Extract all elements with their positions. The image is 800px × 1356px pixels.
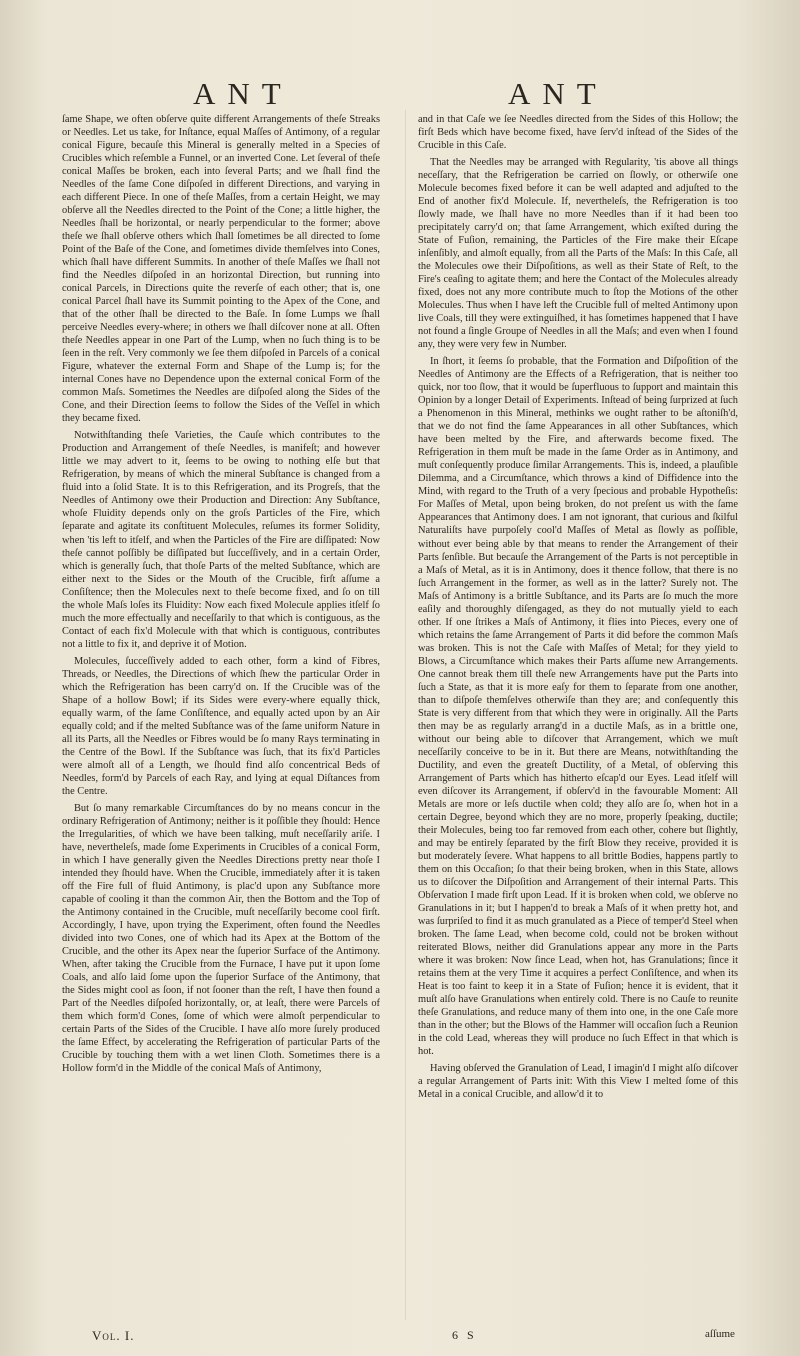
paragraph: Molecules, ſucceſſively added to each other, form a kind of Fibres, Threads, or Needles, the Directions of which ſhew the particular Order in which the Refrigeration has been carry'd on. If the Crucible was of the Shape of a hollow Bowl; if its Sides were every-where equally thick, equally warm, of the ſame Conſiſtence, and equally acted upon by an Air equally cold; and if the melted Subſtance was of the ſame uniform Nature in all its Parts, all the Needles or Fibres would be ſo many Rays terminating in the Centre of the Bowl. If the Subſtance was ſuch, that its fix'd Particles were almoſt all of a Length, we ſhould find alſo concentrical Beds of Needles, form'd by Parcels of each Ray, and lying at equal Diſtances from the Centre. [62,655,380,797]
left-column [62,113,380,1328]
paragraph: That the Needles may be arranged with Regularity, 'tis above all things neceſſary, that the Refrigeration be carried on ſlowly, or otherwiſe one Molecule becomes fixed before it can be well adapted and adjuſted to the End of another fix'd Molecule. If, nevertheleſs, the Refrigeration is too ſlowly made, we ſhall have no more Needles than if it had been too precipitately carry'd on; that ſame Arrangement, which exiſted during the State of Fuſion, remaining, the Particles of the Fire make their Eſcape inſenſibly, and almoſt equally, from all the Parts of the Maſs: In this Caſe, all the Molecules owe their Diſpoſitions, as well as their State of Reſt, to the Fire's ceaſing to agitate them; and here the Contact of the Molecules already fixed, does not any more contribute much to ſtop the Motions of the other Molecules. Thus when I have left the Crucible full of melted Antimony upon live Coals, till they were extinguiſhed, it has ſometimes happened that I have not found a ſingle Groupe of Needles in all the Maſs; and even when I found any, they were very few in Number. [418,157,738,351]
signature-mark: 6 S [452,1328,477,1342]
paragraph: In ſhort, it ſeems ſo probable, that the Formation and Diſpoſition of the Needles of Antimony are the Effects of a Refrigeration, that is neither too quick, nor too ſlow, that it would be ſuperfluous to ſupport and maintain this Opinion by a longer Detail of Experiments. Inſtead of being ſurprized at ſuch a Phenomenon in this Mineral, methinks we ought rather to be aſtoniſh'd, that we do not find the ſame Appearances in all other Subſtances, which have been melted by the Fire, and afterwards become fixed. The Refrigeration in them muſt be made in the ſame Order as in Antimony, and muſt conſequently produce ſimilar Arrangements. This is, indeed, a plauſible Dilemma, and a Circumſtance, which throws a kind of Diffidence into the Mind, with regard to the Truth of a very ſpecious and probable Hypotheſis: For Maſſes of Metal, upon being broken, do not preſent us with the ſame Appearances that Antimony does. I am not ignorant, that curious and ſkilful Naturaliſts have purpoſely cool'd Maſſes of Metal as ſlowly as poſſible, without ever being able by that means to render the Arrangement of their Parts ſenſible. But becauſe the Arrangement of the Parts is not perceptible in a Maſs of Metal, as it is in Antimony, does it thence follow, that there is no ſuch Arrangement in the former, as well as in the latter? Surely not. The Maſs of Antimony is a brittle Subſtance, and its Parts are ſo much the more eaſily and thoroughly diſengaged, as they do not mutually yield to each other. If one ſtrikes a Maſs of Antimony, it flies into Pieces, every one of which retains the ſame Arrangement of Parts it did before the common Maſs was broken. This is not the Caſe with Maſſes of Metal; for they yield to Blows, a Circumſtance which makes their Parts aſſume new Arrangements. One cannot break them till theſe new Arrangements have put the Parts into ſuch a State, as that it is more eaſy for them to ſeparate from one another, than to diſpoſe themſelves otherwiſe than they are; and conſequently this State is very different from that which they were in originally. All the Parts then may be as regularly arrang'd in a ductile Maſs, as in a brittle one, without our being able to diſcover that Arrangement, which we muſt neceſſarily conceive to be in it. But there are Means, notwithſtanding the Ductility, and even the greateſt Ductility, of a Metal, of obſerving this Arrangement of Parts which has hitherto eſcap'd our Eyes. Lead itſelf will even diſcover its Arrangement, if obſerv'd in the favourable Moment: All Metals are more or leſs ductile when cold; they alſo are ſo, when hot in a certain Degree, beyond which they are no more, properly ſpeaking, ductile; their Molecules, being too far removed from each other, cohere but ſlightly, and may be entirely ſeparated by the firſt Blow they receive, provided it is but moderately ſevere. What happens to all brittle Bodies, happens partly to them on this Occaſion; ſo that their being broken, when in this State, allows us to diſcover the Diſpoſition and Arrangement of their internal Parts. This Obſervation I made firſt upon Lead. If it is broken when cold, we obſerve no Granulations in it; but I happen'd to break a Maſs of it when pretty hot, and was ſurpriſed to find it as much granulated as a Piece of temper'd Steel when broken. The ſame Lead, when become cold, could not be broken without reiterated Blows, neither did Granulations appear any more in the Parts where it was broken: Now ſince Lead, when hot, has Granulations; ſince it retains them at the very Time it acquires a perfect Conſiſtence, and when its Heat is too faint to keep it in a State of Fuſion; hence it is evident, that it muſt alſo have Granulations when entirely cold. There is no Cauſe to reunite theſe Granulations, and reduce many of them into one, in the one Caſe more than in the other; but the Blows of the Hammer will occaſion ſuch a Reunion in the cold Lead, whereas they will produce no ſuch Effect in that which is hot. [418,356,738,1058]
paragraph: ſame Shape, we often obſerve quite different Arrangements of theſe Streaks or Needles. Let us take, for Inſtance, equal Maſſes of Antimony, of a regular conical Figure, becauſe this Mineral is generally melted in a Species of Crucibles which reſemble a Funnel, or an inverted Cone. Let ſeveral of theſe conical Maſſes be broken, each into ſeveral Parts; and we ſhall find the Needles of the ſame Cone diſpoſed in different Directions, and varying in each different Piece. In one of theſe Maſſes, from a certain Height, we may obſerve all the Needles directed to the Point of the Cone; a little higher, the Needles ſhall be horizontal, or nearly perpendicular to the former; above theſe we ſhall obſerve others which ſhall ſometimes be all directed to ſome Point of the Baſe of the Cone, and ſometimes divide themſelves into Cones, which ſhall have different Summits. In another of theſe Maſſes we ſhall not find the Needles diſpoſed in an horizontal Direction, but running into conical Parcels, in Directions quite the reverſe of each other; that is, one conical Parcel ſhall have its Summit pointing to the Apex of the Cone, and that of the other ſhall be directed to the Baſe. In ſome Lumps we ſhall perceive Needles every-where; in others we ſhall diſcover none at all. Often theſe Needles appear in one Part of the Lump, when no ſuch thing is to be ſeen in the reſt. Very commonly we ſee them diſpoſed in Parcels of a conical Figure, whatever the external Form and Shape of the Lump is; for the internal Cones have no Dependence upon the external conical Form of the common Maſs. Sometimes the Needles are diſpoſed along the Sides of the Cone, and their Direction ſeems to follow the Sides of the Veſſel in which they became fixed. [62,114,380,425]
running-header [0,76,800,110]
paragraph: But ſo many remarkable Circumſtances do by no means concur in the ordinary Refrigeration of Antimony; neither is it poſſible they ſhould: Hence the Irregularities, of which we have been talking, muſt neceſſarily ariſe. I have, nevertheleſs, made ſome Experiments in Crucibles of a conical Form, in which I have generally given the Needles Directions pretty near thoſe I intended they ſhould have. When the Crucible, immediately after it is taken off the Fire full of fluid Antimony, is plac'd upon any Subſtance more capable of cooling it than the common Air, then the Bottom and the Top of the Antimony contained in the Crucible, muſt neceſſarily become cool firſt. Accordingly, I have, upon trying the Experiment, often found the Needles divided into two Cones, one of which had its Apex at the Bottom of the Crucible, and the other its Apex near the ſuperior Surface of the Antimony. When, after taking the Crucible from the Furnace, I have put it upon ſome Coals, and alſo laid ſome upon the ſuperior Surface of the Antimony, that the Sides might cool as ſoon, if not ſooner than the reſt, I have then found a Part of the Needles diſpoſed horizontally, or, at leaſt, there were Parcels of them which form'd Cones, ſome of which were almoſt perpendicular to certain Parts of the Sides of the Crucible. I have alſo more ſurely produced the ſame Effect, by accelerating the Refrigeration of particular Parts of the Crucible by touching them with a wet linen Cloth. Sometimes there is a Hollow form'd in the Middle of the conical Maſs of Antimony, [62,802,380,1075]
paragraph: Having obſerved the Granulation of Lead, I imagin'd I might alſo diſcover a regular Arrangement of Parts init: With this View I melted ſome of this Metal in a conical Crucible, and allow'd it to [418,1063,738,1101]
header-word-left: ANT [193,76,293,111]
volume-label: Vol. I. [92,1328,135,1343]
paragraph: Notwithſtanding theſe Varieties, the Cauſe which contributes to the Production and Arrangement of theſe Needles, is manifeſt; and however little we may advert to it, ſeems to be owing to nothing elſe but that Refrigeration, by means of which the mineral Subſtance is changed from a fluid into a ſolid State. It is to this Refrigeration, and its Progreſs, that the Needles of Antimony owe their Production and Direction: Any Subſtance, whoſe Fluidity depends only on the groſs Particles of the Fire, which ſeparate and agitate its conſtituent Molecules, reſumes its former Solidity, when 'tis left to itſelf, and when the Particles of the Fire are diſſipated: Now theſe cannot poſſibly be diſſipated but ſucceſſively, and in a certain Order, which is generally ſuch, that thoſe Parts of the melted Subſtance, which are either next to the Sides or the Mouth of the Crucible, firſt aſſume a Conſiſtence; then the Molecules next to theſe become fixed, and ſo on till the whole Maſs loſes its Fluidity: Now each fixed Molecule applies itſelf ſo much the more effectually and neceſſarily to that which is contiguous, as the Contact of each fix'd Molecule with that which is contiguous, contributes not a little to fix it, and deprive it of Motion. [62,430,380,650]
right-column [418,113,738,1328]
catchword: aſſume [705,1328,735,1340]
paragraph: and in that Caſe we ſee Needles directed from the Sides of this Hollow; the firſt Beds which have become fixed, have ſerv'd inſtead of the Sides of the Crucible in this Caſe. [418,114,738,152]
header-word-right: ANT [508,76,608,111]
page-footer [0,1328,800,1348]
column-divider [405,110,406,1320]
